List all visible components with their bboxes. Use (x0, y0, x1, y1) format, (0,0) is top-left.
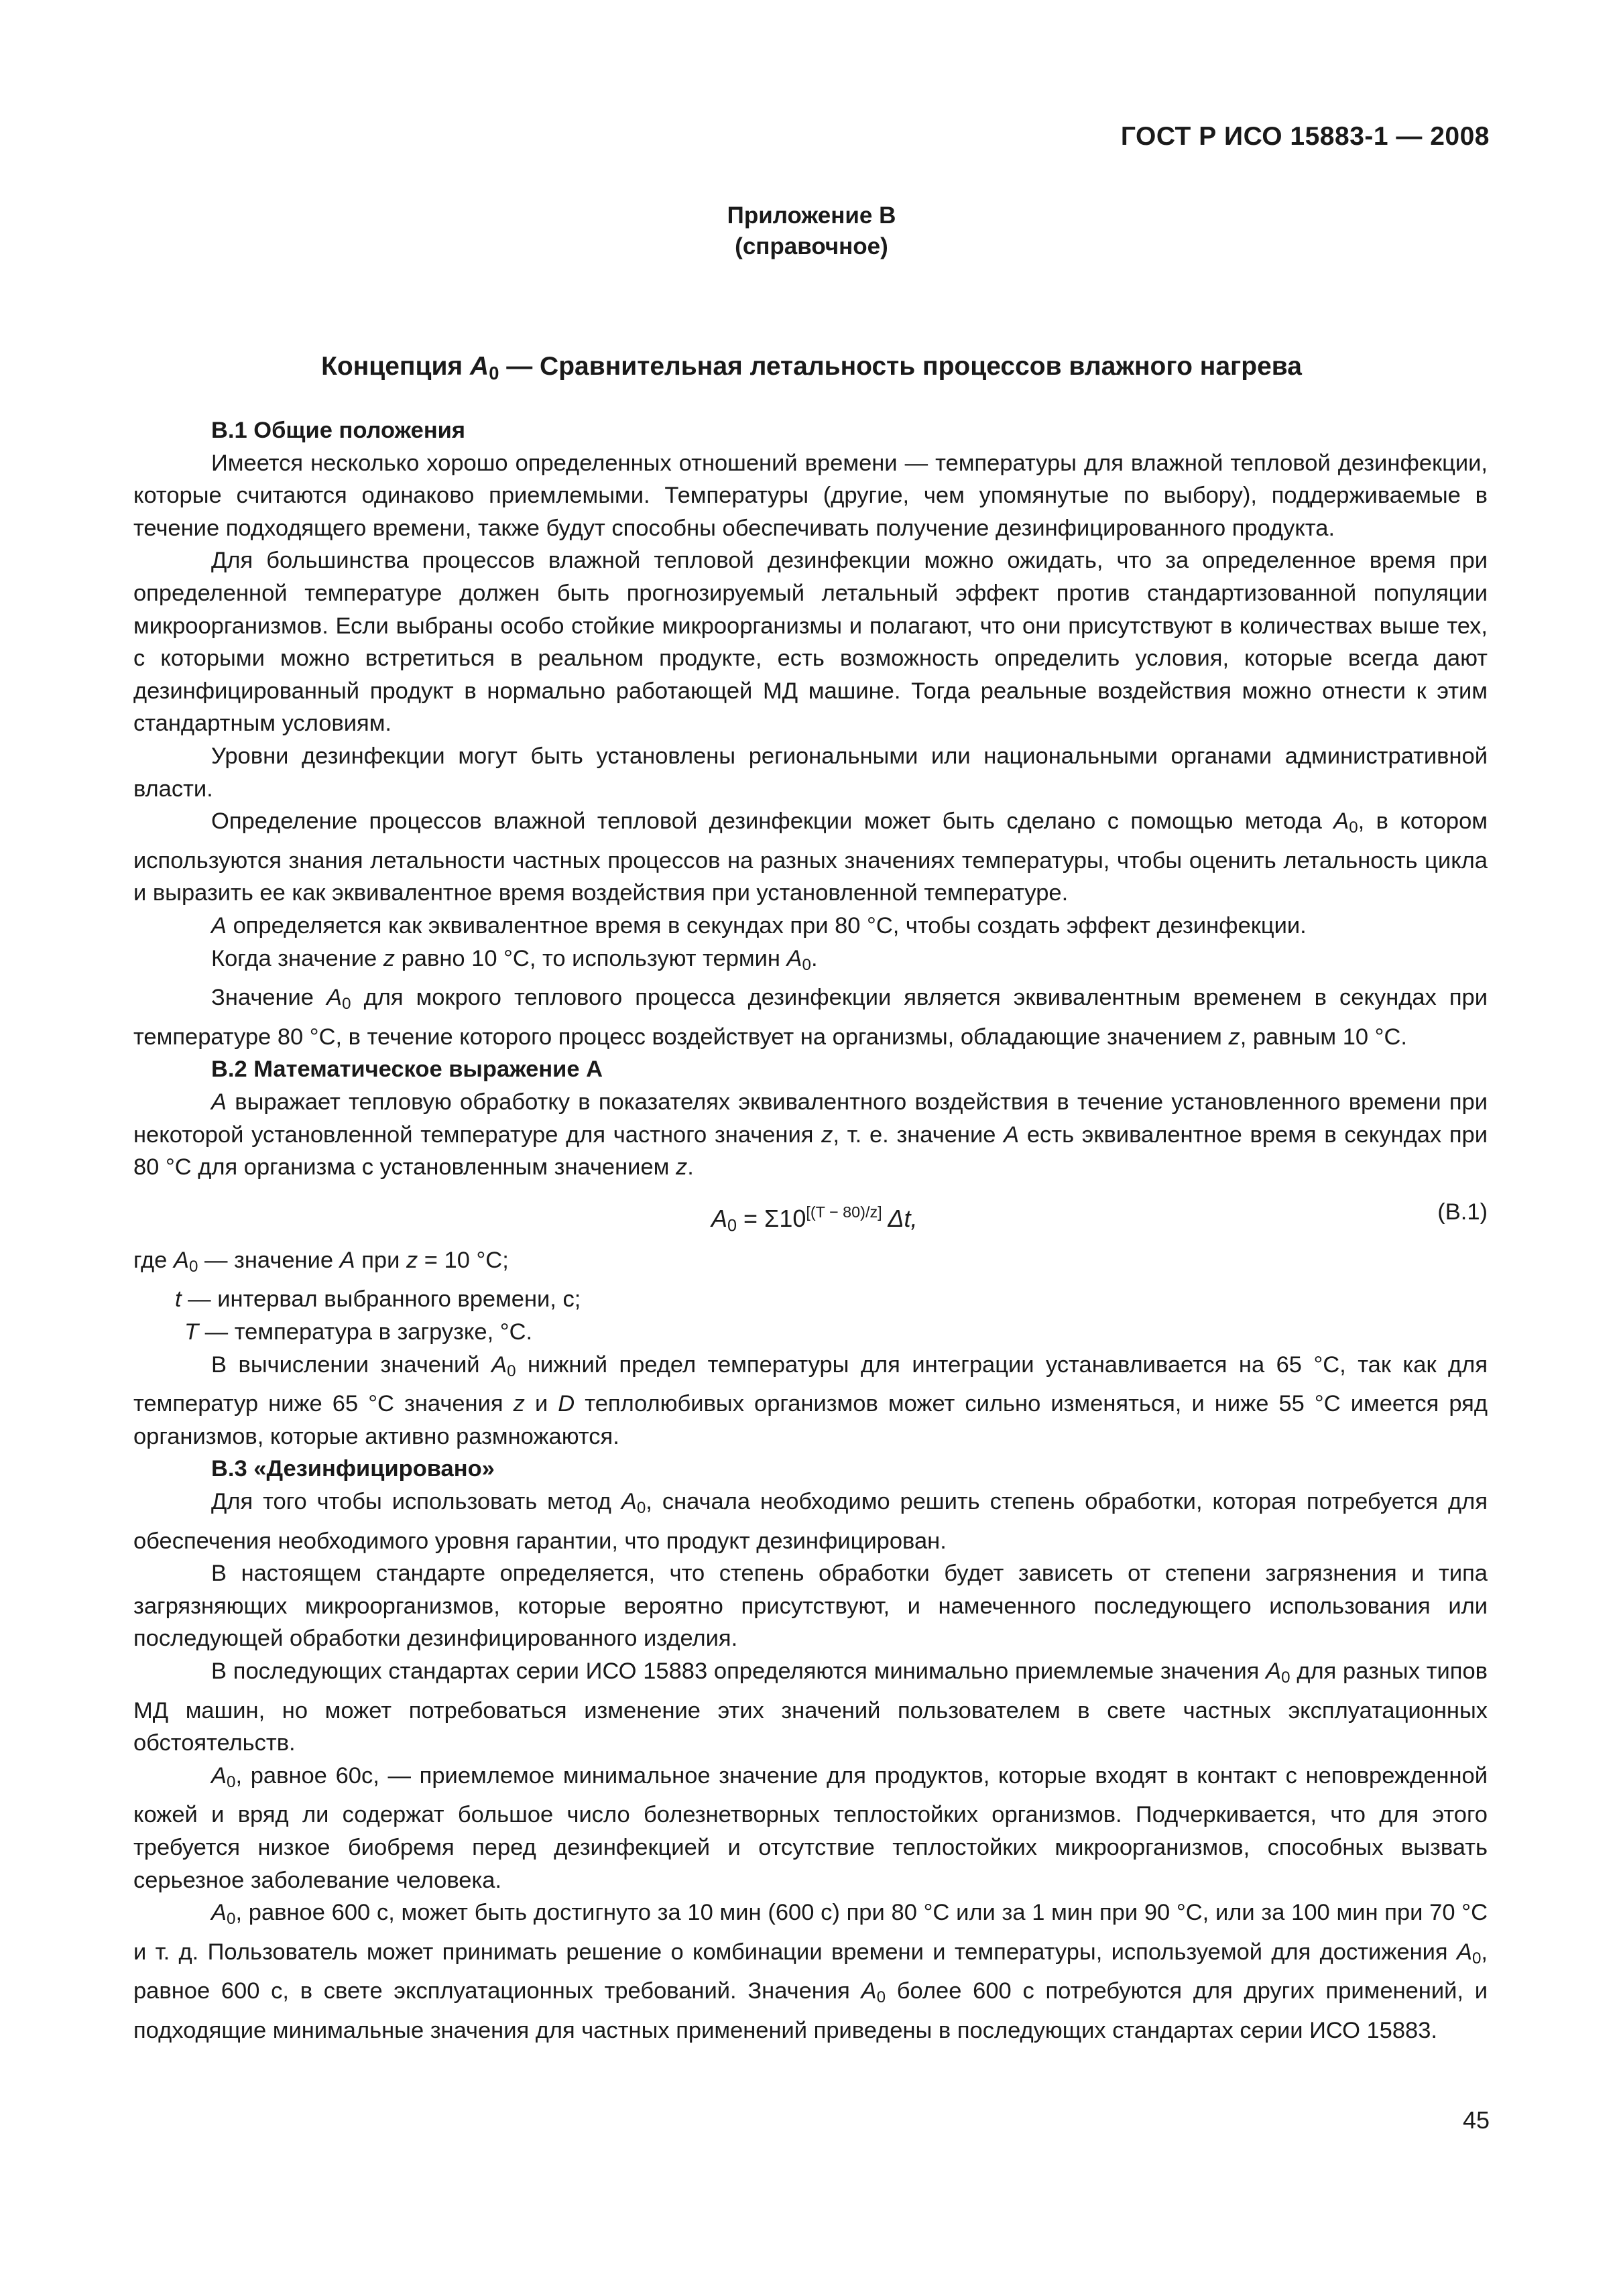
paragraph (133, 1486, 1488, 1557)
where-line (133, 1283, 1488, 1316)
text-run: = 10 °С; (418, 1247, 509, 1273)
text-run: — значение (198, 1247, 340, 1273)
text-run: , сначала необходимо решить степень обработки, которая потребуется для обеспечения необходимого уровня гарантии, что продукт дезинфицирован. (133, 1488, 1488, 1554)
paragraph (133, 943, 1488, 982)
subscript: 0 (227, 1772, 236, 1791)
symbol-z: z (383, 945, 396, 971)
symbol-t: t (175, 1286, 182, 1313)
text-run: для мокрого теплового процесса дезинфекции является эквивалентным временем в секундах при температуре 80 °С, в течение которого процесс воздействует на организмы, обладающие значением (133, 985, 1488, 1050)
paragraph: Уровни дезинфекции могут быть установлены региональными или национальными органами административной власти. (133, 743, 1488, 802)
text-run: Определение процессов влажной тепловой дезинфекции может быть сделано с помощью метода (211, 808, 1334, 835)
annex-type: (справочное) (735, 233, 888, 259)
formula-row (133, 1187, 1488, 1239)
subscript: 0 (1281, 1669, 1290, 1687)
symbol-T: T (184, 1319, 199, 1345)
text-run: , равное 600 с, в свете эксплуатационных требований. Значения (133, 1939, 1488, 2004)
paragraph (133, 1896, 1488, 2047)
subscript: 0 (636, 1499, 646, 1517)
subscript: 0 (802, 955, 811, 974)
section-heading-b1: В.1 Общие положения (211, 418, 466, 443)
main-title (0, 352, 1623, 384)
symbol-a: A (211, 912, 227, 939)
text-run: — температура в загрузке, °С. (198, 1319, 533, 1345)
subscript: 0 (188, 1257, 198, 1276)
text-run: . (687, 1154, 694, 1181)
text-run: Когда значение (211, 945, 383, 971)
symbol-z: z (1228, 1024, 1240, 1050)
text-run: выражает тепловую обработку в показателях эквивалентного воздействия в течение установленного времени при некоторой установленной температуре для частного значения (133, 1089, 1488, 1148)
text-run: более 600 с потребуются для других применений, и подходящие минимальные значения для частных применений приведены в последующих стандартах серии ИСО 15883. (133, 1978, 1488, 2044)
paragraph: Для большинства процессов влажной тепловой дезинфекции можно ожидать, что за определенное время при определенной температуре должен быть прогнозируемый летальный эффект против стандартизованной популяции микроорганизмов. Если выбраны особо стойкие микроорганизмы и полагают, что они присутствуют в количествах выше тех, с которыми можно встретиться в реальном продукте, есть возможность определить условия, которые всегда дают дезинфицированный продукт в нормально работающей МД машине. Тогда реальные воздействия можно отнести к этим стандартным условиям. (133, 548, 1488, 737)
section-heading-b2: В.2 Математическое выражение А (211, 1056, 603, 1083)
paragraph: В настоящем стандарте определяется, что степень обработки будет зависеть от степени загрязнения и типа загрязняющих микроорганизмов, которые вероятно присутствуют, и намеченного последующего использования или последующей обработки дезинфицированного изделия. (133, 1561, 1488, 1652)
text-run: равно 10 °С, то используют термин (395, 945, 787, 971)
symbol-D: D (558, 1391, 575, 1417)
subscript: 0 (1349, 819, 1358, 837)
text-run: определяется как эквивалентное время в секундах при 80 °С, чтобы создать эффект дезинфекции. (227, 912, 1307, 939)
text-run: , равное 60с, — приемлемое минимальное значение для продуктов, которые входят в контакт с неповрежденной кожей и вряд ли содержат большое число болезнетворных теплостойких организмов. Подчеркивается, что для этого требуется низкое биобремя перед дезинфекцией и отсутствие теплостойких микроорганизмов, способных вызвать серьезное заболевание человека. (133, 1762, 1488, 1893)
symbol-a: A (491, 1351, 507, 1378)
symbol-a: A (173, 1247, 189, 1273)
paragraph: Имеется несколько хорошо определенных отношений времени — температуры для влажной тепловой дезинфекции, которые считаются одинаково приемлемыми. Температуры (другие, чем упомянутые по выбору), поддерживаемые в течение подходящего времени, также будут способны обеспечивать получение дезинфицированного продукта. (133, 450, 1488, 541)
text-run: есть эквивалентное время в секундах при 80 °С для организма с установленным значением (133, 1122, 1488, 1181)
paragraph (133, 910, 1488, 943)
body-text (133, 414, 1488, 2047)
text-run: В вычислении значений (211, 1351, 492, 1378)
annex-title: Приложение В (727, 202, 896, 229)
where-line (133, 1244, 1488, 1284)
text-run: , равное 600 с, может быть достигнуто за 10 мин (600 с) при 80 °С или за 1 мин при 90 °С, или за 100 мин при 70 °С и т. д. Пользователь может принимать решение о комбинации времени и температуры, используемой для достижения (133, 1900, 1488, 1965)
paragraph (133, 805, 1488, 910)
symbol-a: A (786, 945, 802, 971)
text-run: при (355, 1247, 406, 1273)
title-rest: — Сравнительная летальность процессов влажного нагрева (499, 352, 1302, 381)
paragraph (133, 1349, 1488, 1453)
text-run: — интервал выбранного времени, с; (181, 1286, 581, 1313)
text-run: . (810, 945, 818, 971)
text-run: для разных типов МД машин, но может потребоваться изменение этих значений пользователем в свете частных эксплуатационных обстоятельств. (133, 1658, 1488, 1756)
subscript: 0 (227, 1910, 236, 1929)
section-heading-b3: В.3 «Дезинфицировано» (211, 1456, 495, 1482)
paragraph (133, 1086, 1488, 1184)
paragraph (133, 1760, 1488, 1896)
paragraph (133, 1655, 1488, 1760)
subscript: 0 (1471, 1949, 1482, 1968)
text-run: нижний предел температуры для интеграции устанавливается на 65 °С, так как для температур ниже 65 °С значения (133, 1351, 1488, 1417)
symbol-a: A (211, 1900, 227, 1926)
document-code: ГОСТ Р ИСО 15883-1 — 2008 (1120, 122, 1490, 151)
title-a-subscript: 0 (489, 362, 499, 383)
paragraph (133, 981, 1488, 1053)
symbol-a: A (1333, 808, 1349, 835)
text-run: и (524, 1391, 558, 1417)
text-run: Для того чтобы использовать метод (211, 1488, 621, 1514)
formula-number: (В.1) (1437, 1199, 1488, 1225)
symbol-a: A (861, 1978, 877, 2004)
formula (711, 1196, 918, 1242)
title-a-symbol: A (470, 352, 489, 381)
title-prefix: Концепция (321, 352, 471, 381)
symbol-a: A (211, 1762, 227, 1789)
text-run: где (133, 1247, 174, 1273)
formula-lhs-subscript: 0 (727, 1216, 737, 1235)
symbol-a: A (1004, 1122, 1020, 1148)
symbol-z: z (821, 1122, 833, 1148)
subscript: 0 (507, 1362, 516, 1380)
symbol-a: A (1456, 1939, 1472, 1965)
symbol-a: A (326, 985, 343, 1011)
symbol-z: z (675, 1154, 688, 1181)
where-block (133, 1244, 1488, 1349)
page-number: 45 (1462, 2106, 1490, 2134)
where-line (133, 1316, 1488, 1349)
symbol-a: A (621, 1488, 637, 1514)
text-run: Значение (211, 985, 327, 1011)
text-run: В последующих стандартах серии ИСО 15883 определяются минимально приемлемые значения (211, 1658, 1266, 1684)
text-run: , в котором используются знания летальности частных процессов на разных значениях температуры, чтобы оценить летальность цикла и выразить ее как эквивалентное время воздействия при установленной температуре. (133, 808, 1488, 906)
symbol-a: A (1266, 1658, 1282, 1684)
subscript: 0 (342, 995, 351, 1014)
text-run: теплолюбивых организмов может сильно изменяться, и ниже 55 °С имеется ряд организмов, которые активно размножаются. (133, 1391, 1488, 1449)
symbol-z: z (513, 1391, 525, 1417)
symbol-a: A (339, 1247, 355, 1273)
formula-lhs: A (711, 1204, 728, 1232)
formula-exponent: [(T − 80)/z] (806, 1203, 882, 1221)
symbol-a: A (211, 1089, 227, 1115)
text-run: , т. е. значение (833, 1122, 1004, 1148)
formula-sum: = Σ10 (737, 1204, 806, 1232)
subscript: 0 (876, 1988, 886, 2007)
symbol-z: z (406, 1247, 418, 1273)
text-run: , равным 10 °С. (1240, 1024, 1407, 1050)
formula-tail: Δt, (882, 1204, 918, 1232)
